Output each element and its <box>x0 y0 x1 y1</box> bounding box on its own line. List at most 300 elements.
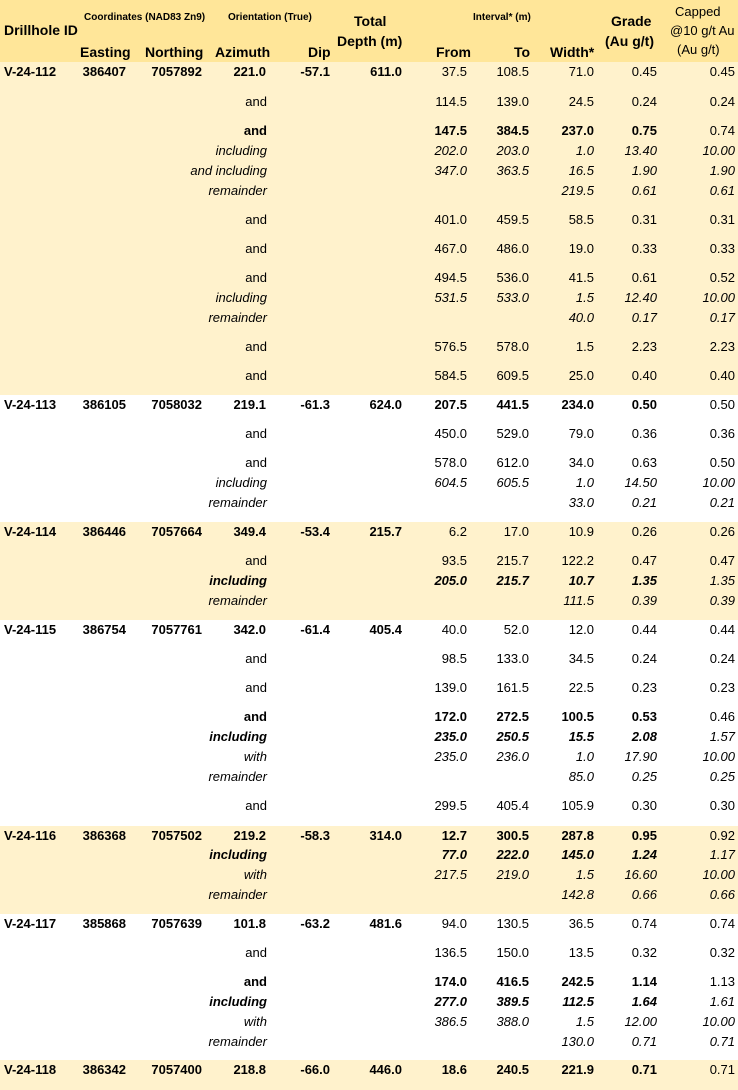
width-value: 34.0 <box>568 455 594 470</box>
capped-value: 0.40 <box>709 368 735 383</box>
total-depth-value: 215.7 <box>369 524 402 539</box>
capped-value: 0.31 <box>709 212 735 227</box>
from-value: 94.0 <box>441 916 467 931</box>
width-value: 10.7 <box>568 573 594 588</box>
to-value: 529.0 <box>496 426 529 441</box>
interval-label: and <box>243 974 267 989</box>
width-value: 15.5 <box>568 729 594 744</box>
dip-value: -53.4 <box>300 524 330 539</box>
table-row <box>0 678 738 698</box>
table-row <box>0 649 738 669</box>
width-value: 12.0 <box>568 622 594 637</box>
capped-value: 0.17 <box>709 310 735 325</box>
easting-value: 386342 <box>82 1062 126 1077</box>
table-row <box>0 424 738 444</box>
interval-label: remainder <box>208 887 267 902</box>
from-value: 202.0 <box>434 143 467 158</box>
interval-label: and <box>245 680 267 695</box>
table-row <box>0 747 738 767</box>
interval-label: remainder <box>208 310 267 325</box>
width-value: 145.0 <box>561 847 594 862</box>
table-row <box>0 767 738 787</box>
to-value: 161.5 <box>496 680 529 695</box>
interval-label: and <box>245 212 267 227</box>
grade-value: 14.50 <box>624 475 657 490</box>
width-value: 242.5 <box>561 974 594 989</box>
capped-value: 0.32 <box>709 945 735 960</box>
table-row <box>0 943 738 963</box>
table-row <box>0 161 738 181</box>
azimuth-value: 349.4 <box>233 524 266 539</box>
interval-label: and <box>245 241 267 256</box>
width-value: 58.5 <box>568 212 594 227</box>
to-value: 605.5 <box>496 475 529 490</box>
capped-value: 1.57 <box>709 729 735 744</box>
grade-value: 12.00 <box>624 1014 657 1029</box>
from-value: 217.5 <box>434 867 467 882</box>
to-value: 17.0 <box>503 524 529 539</box>
width-value: 1.5 <box>575 1014 594 1029</box>
from-value: 450.0 <box>434 426 467 441</box>
to-value: 405.4 <box>496 798 529 813</box>
dip-value: -61.4 <box>300 622 330 637</box>
capped-value: 0.61 <box>709 183 735 198</box>
interval-label: remainder <box>208 183 267 198</box>
dip-value: -61.3 <box>300 397 330 412</box>
table-row <box>0 591 738 611</box>
easting-value: 386754 <box>82 622 126 637</box>
northing-value: 7057761 <box>151 622 202 637</box>
azimuth-value: 218.8 <box>233 1062 266 1077</box>
width-value: 16.5 <box>568 163 594 178</box>
grade-value: 0.61 <box>631 183 657 198</box>
easting-value: 385868 <box>82 916 126 931</box>
to-value: 236.0 <box>496 749 529 764</box>
table-row <box>0 1032 738 1052</box>
dip-value: -58.3 <box>300 828 330 843</box>
from-value: 77.0 <box>441 847 467 862</box>
interval-label: including <box>215 143 267 158</box>
interval-label: and including <box>190 163 267 178</box>
grade-value: 0.24 <box>631 651 657 666</box>
from-value: 139.0 <box>434 680 467 695</box>
grade-value: 0.47 <box>631 553 657 568</box>
table-row <box>0 727 738 747</box>
northing-value: 7058032 <box>151 397 202 412</box>
northing-value: 7057639 <box>151 916 202 931</box>
from-value: 174.0 <box>434 974 467 989</box>
table-row <box>0 141 738 161</box>
to-value: 363.5 <box>496 163 529 178</box>
grade-value: 0.63 <box>631 455 657 470</box>
from-value: 277.0 <box>434 994 467 1009</box>
to-value: 222.0 <box>496 847 529 862</box>
interval-label: including <box>209 729 267 744</box>
table-row <box>0 268 738 288</box>
from-value: 467.0 <box>434 241 467 256</box>
interval-label: and <box>245 455 267 470</box>
capped-value: 0.26 <box>709 524 735 539</box>
grade-value: 0.71 <box>631 1034 657 1049</box>
width-value: 10.9 <box>568 524 594 539</box>
grade-value: 1.90 <box>631 163 657 178</box>
table-row <box>0 92 738 112</box>
width-value: 237.0 <box>561 123 594 138</box>
width-value: 112.5 <box>562 994 594 1009</box>
capped-value: 10.00 <box>702 867 735 882</box>
capped-value: 10.00 <box>702 475 735 490</box>
header-dip: Dip <box>308 44 331 60</box>
interval-label: and <box>245 651 267 666</box>
from-value: 98.5 <box>441 651 467 666</box>
grade-value: 0.75 <box>631 123 657 138</box>
header-northing: Northing <box>145 44 204 60</box>
to-value: 536.0 <box>496 270 529 285</box>
grade-value: 1.14 <box>631 974 657 989</box>
table-row <box>0 826 738 846</box>
width-value: 13.5 <box>568 945 594 960</box>
northing-value: 7057664 <box>151 524 202 539</box>
header-coordinates: Coordinates (NAD83 Zn9) <box>84 12 206 23</box>
drillhole-id: V-24-118 <box>4 1062 57 1077</box>
table-row <box>0 707 738 727</box>
from-value: 147.5 <box>434 123 467 138</box>
interval-label: remainder <box>208 495 267 510</box>
capped-value: 0.25 <box>709 769 735 784</box>
easting-value: 386407 <box>82 64 126 79</box>
capped-value: 0.36 <box>709 426 735 441</box>
interval-label: with <box>243 749 267 764</box>
interval-label: remainder <box>208 593 267 608</box>
to-value: 609.5 <box>496 368 529 383</box>
from-value: 578.0 <box>434 455 467 470</box>
grade-value: 0.17 <box>631 310 657 325</box>
drillhole-id: V-24-112 <box>4 64 57 79</box>
grade-value: 0.95 <box>631 828 657 843</box>
width-value: 24.5 <box>568 94 594 109</box>
table-row <box>0 395 738 415</box>
header-from: From <box>436 44 471 60</box>
capped-value: 1.35 <box>709 573 735 588</box>
table-row <box>0 571 738 591</box>
from-value: 494.5 <box>434 270 467 285</box>
to-value: 416.5 <box>496 974 529 989</box>
table-row <box>0 453 738 473</box>
table-row <box>0 337 738 357</box>
header-capped-line1: Capped <box>675 4 721 19</box>
interval-label: including <box>209 573 267 588</box>
header-width: Width* <box>550 44 595 60</box>
interval-label: and <box>245 94 267 109</box>
total-depth-value: 481.6 <box>369 916 402 931</box>
total-depth-value: 446.0 <box>369 1062 402 1077</box>
grade-value: 0.40 <box>631 368 657 383</box>
easting-value: 386105 <box>82 397 126 412</box>
header-capped-line2: @10 g/t Au <box>670 23 735 38</box>
grade-value: 1.24 <box>631 847 657 862</box>
capped-value: 10.00 <box>702 143 735 158</box>
dip-value: -66.0 <box>300 1062 330 1077</box>
from-value: 205.0 <box>434 573 467 588</box>
grade-value: 1.35 <box>631 573 657 588</box>
to-value: 133.0 <box>496 651 529 666</box>
header-to: To <box>514 44 531 60</box>
interval-label: including <box>215 475 267 490</box>
header-total-depth-line2: Depth (m) <box>337 33 403 49</box>
capped-value: 0.50 <box>709 455 735 470</box>
width-value: 130.0 <box>561 1034 594 1049</box>
capped-value: 1.17 <box>709 847 735 862</box>
table-row <box>0 1012 738 1032</box>
header-easting: Easting <box>80 44 131 60</box>
table-row <box>0 551 738 571</box>
width-value: 219.5 <box>561 183 594 198</box>
interval-label: and <box>245 339 267 354</box>
interval-label: and <box>245 426 267 441</box>
grade-value: 0.21 <box>631 495 657 510</box>
capped-value: 1.61 <box>709 994 735 1009</box>
to-value: 578.0 <box>496 339 529 354</box>
capped-value: 0.33 <box>709 241 735 256</box>
to-value: 300.5 <box>496 828 529 843</box>
from-value: 37.5 <box>441 64 467 79</box>
capped-value: 0.92 <box>709 828 735 843</box>
from-value: 172.0 <box>434 709 467 724</box>
capped-value: 0.24 <box>709 94 735 109</box>
total-depth-value: 314.0 <box>369 828 402 843</box>
drillhole-id: V-24-117 <box>4 916 57 931</box>
to-value: 388.0 <box>496 1014 529 1029</box>
drillhole-id: V-24-115 <box>4 622 57 637</box>
to-value: 533.0 <box>496 290 529 305</box>
grade-value: 0.50 <box>631 397 657 412</box>
width-value: 1.5 <box>575 867 594 882</box>
grade-value: 0.53 <box>631 709 657 724</box>
capped-value: 0.50 <box>709 397 735 412</box>
header-drillhole-id: Drillhole ID <box>4 22 78 38</box>
table-row <box>0 914 738 934</box>
from-value: 93.5 <box>441 553 467 568</box>
width-value: 36.5 <box>568 916 594 931</box>
to-value: 389.5 <box>496 994 529 1009</box>
drillhole-id: V-24-116 <box>4 828 57 843</box>
capped-value: 0.23 <box>709 680 735 695</box>
to-value: 52.0 <box>503 622 529 637</box>
azimuth-value: 219.2 <box>233 828 266 843</box>
interval-label: and <box>245 270 267 285</box>
grade-value: 0.36 <box>631 426 657 441</box>
interval-label: and <box>245 798 267 813</box>
capped-value: 0.52 <box>709 270 735 285</box>
capped-value: 10.00 <box>702 1014 735 1029</box>
width-value: 34.5 <box>568 651 594 666</box>
interval-label: with <box>243 867 267 882</box>
interval-label: with <box>243 1014 267 1029</box>
grade-value: 0.39 <box>631 593 657 608</box>
grade-value: 0.66 <box>631 887 657 902</box>
capped-value: 0.24 <box>709 651 735 666</box>
table-row <box>0 1060 738 1080</box>
capped-value: 0.44 <box>709 622 735 637</box>
from-value: 347.0 <box>434 163 467 178</box>
from-value: 207.5 <box>434 397 467 412</box>
width-value: 1.0 <box>575 143 594 158</box>
from-value: 12.7 <box>441 828 467 843</box>
width-value: 25.0 <box>568 368 594 383</box>
interval-label: and <box>243 709 267 724</box>
width-value: 71.0 <box>568 64 594 79</box>
grade-value: 17.90 <box>624 749 657 764</box>
azimuth-value: 342.0 <box>233 622 266 637</box>
azimuth-value: 101.8 <box>233 916 266 931</box>
from-value: 299.5 <box>434 798 467 813</box>
total-depth-value: 405.4 <box>369 622 402 637</box>
capped-value: 0.46 <box>709 709 735 724</box>
interval-label: including <box>215 290 267 305</box>
grade-value: 16.60 <box>624 867 657 882</box>
to-value: 384.5 <box>496 123 529 138</box>
width-value: 1.5 <box>575 339 594 354</box>
interval-label: including <box>209 994 267 1009</box>
capped-value: 0.21 <box>709 495 735 510</box>
width-value: 105.9 <box>561 798 594 813</box>
from-value: 576.5 <box>434 339 467 354</box>
table-row <box>0 181 738 201</box>
table-row <box>0 493 738 513</box>
northing-value: 7057502 <box>151 828 202 843</box>
from-value: 40.0 <box>441 622 467 637</box>
grade-value: 0.26 <box>631 524 657 539</box>
table-header <box>0 0 738 62</box>
width-value: 234.0 <box>561 397 594 412</box>
capped-value: 0.71 <box>709 1034 735 1049</box>
width-value: 79.0 <box>568 426 594 441</box>
table-row <box>0 992 738 1012</box>
from-value: 531.5 <box>434 290 467 305</box>
grade-value: 0.32 <box>631 945 657 960</box>
table-row <box>0 366 738 386</box>
width-value: 142.8 <box>561 887 594 902</box>
grade-value: 12.40 <box>624 290 657 305</box>
to-value: 250.5 <box>496 729 529 744</box>
from-value: 386.5 <box>434 1014 467 1029</box>
grade-value: 0.61 <box>631 270 657 285</box>
from-value: 235.0 <box>434 729 467 744</box>
capped-value: 0.45 <box>709 64 735 79</box>
capped-value: 10.00 <box>702 290 735 305</box>
from-value: 235.0 <box>434 749 467 764</box>
width-value: 1.0 <box>575 749 594 764</box>
from-value: 18.6 <box>441 1062 467 1077</box>
northing-value: 7057892 <box>151 64 202 79</box>
table-row <box>0 210 738 230</box>
interval-label: remainder <box>208 769 267 784</box>
interval-label: and <box>245 945 267 960</box>
capped-value: 0.74 <box>709 123 735 138</box>
capped-value: 0.47 <box>709 553 735 568</box>
table-row <box>0 796 738 816</box>
grade-value: 0.74 <box>631 916 657 931</box>
width-value: 111.5 <box>563 593 594 608</box>
width-value: 287.8 <box>561 828 594 843</box>
capped-value: 0.74 <box>709 916 735 931</box>
to-value: 486.0 <box>496 241 529 256</box>
grade-value: 1.64 <box>631 994 657 1009</box>
azimuth-value: 219.1 <box>233 397 266 412</box>
from-value: 401.0 <box>434 212 467 227</box>
capped-value: 0.71 <box>709 1062 735 1077</box>
header-capped-line3: (Au g/t) <box>677 42 720 57</box>
from-value: 114.5 <box>435 94 467 109</box>
table-row <box>0 121 738 141</box>
from-value: 604.5 <box>434 475 467 490</box>
table-row <box>0 522 738 542</box>
to-value: 130.5 <box>496 916 529 931</box>
to-value: 139.0 <box>496 94 529 109</box>
dip-value: -57.1 <box>300 64 330 79</box>
width-value: 85.0 <box>568 769 594 784</box>
drillhole-id: V-24-113 <box>4 397 57 412</box>
capped-value: 0.30 <box>709 798 735 813</box>
grade-value: 2.23 <box>631 339 657 354</box>
easting-value: 386446 <box>82 524 126 539</box>
width-value: 100.5 <box>561 709 594 724</box>
header-grade-line2: (Au g/t) <box>605 33 654 49</box>
interval-label: and <box>245 553 267 568</box>
grade-value: 0.24 <box>631 94 657 109</box>
to-value: 272.5 <box>496 709 529 724</box>
to-value: 612.0 <box>496 455 529 470</box>
capped-value: 10.00 <box>702 749 735 764</box>
grade-value: 0.31 <box>631 212 657 227</box>
northing-value: 7057400 <box>151 1062 202 1077</box>
width-value: 19.0 <box>568 241 594 256</box>
width-value: 41.5 <box>568 270 594 285</box>
grade-value: 0.71 <box>631 1062 657 1077</box>
table-row <box>0 885 738 905</box>
grade-value: 13.40 <box>624 143 657 158</box>
grade-value: 0.25 <box>631 769 657 784</box>
dip-value: -63.2 <box>300 916 330 931</box>
grade-value: 0.45 <box>631 64 657 79</box>
header-azimuth: Azimuth <box>215 44 271 60</box>
to-value: 441.5 <box>496 397 529 412</box>
interval-label: including <box>209 847 267 862</box>
grade-value: 0.44 <box>631 622 657 637</box>
grade-value: 0.33 <box>631 241 657 256</box>
total-depth-value: 624.0 <box>369 397 402 412</box>
header-interval: Interval* (m) <box>473 12 531 23</box>
grade-value: 2.08 <box>631 729 657 744</box>
to-value: 203.0 <box>496 143 529 158</box>
grade-value: 0.23 <box>631 680 657 695</box>
table-row <box>0 62 738 82</box>
capped-value: 1.13 <box>709 974 735 989</box>
table-row <box>0 239 738 259</box>
width-value: 40.0 <box>568 310 594 325</box>
width-value: 1.0 <box>575 475 594 490</box>
header-total-depth-line1: Total <box>354 13 387 29</box>
grade-value: 0.30 <box>631 798 657 813</box>
capped-value: 1.90 <box>709 163 735 178</box>
table-row <box>0 845 738 865</box>
from-value: 6.2 <box>448 524 467 539</box>
capped-value: 0.66 <box>709 887 735 902</box>
table-row <box>0 308 738 328</box>
to-value: 215.7 <box>496 573 529 588</box>
to-value: 150.0 <box>496 945 529 960</box>
width-value: 22.5 <box>568 680 594 695</box>
